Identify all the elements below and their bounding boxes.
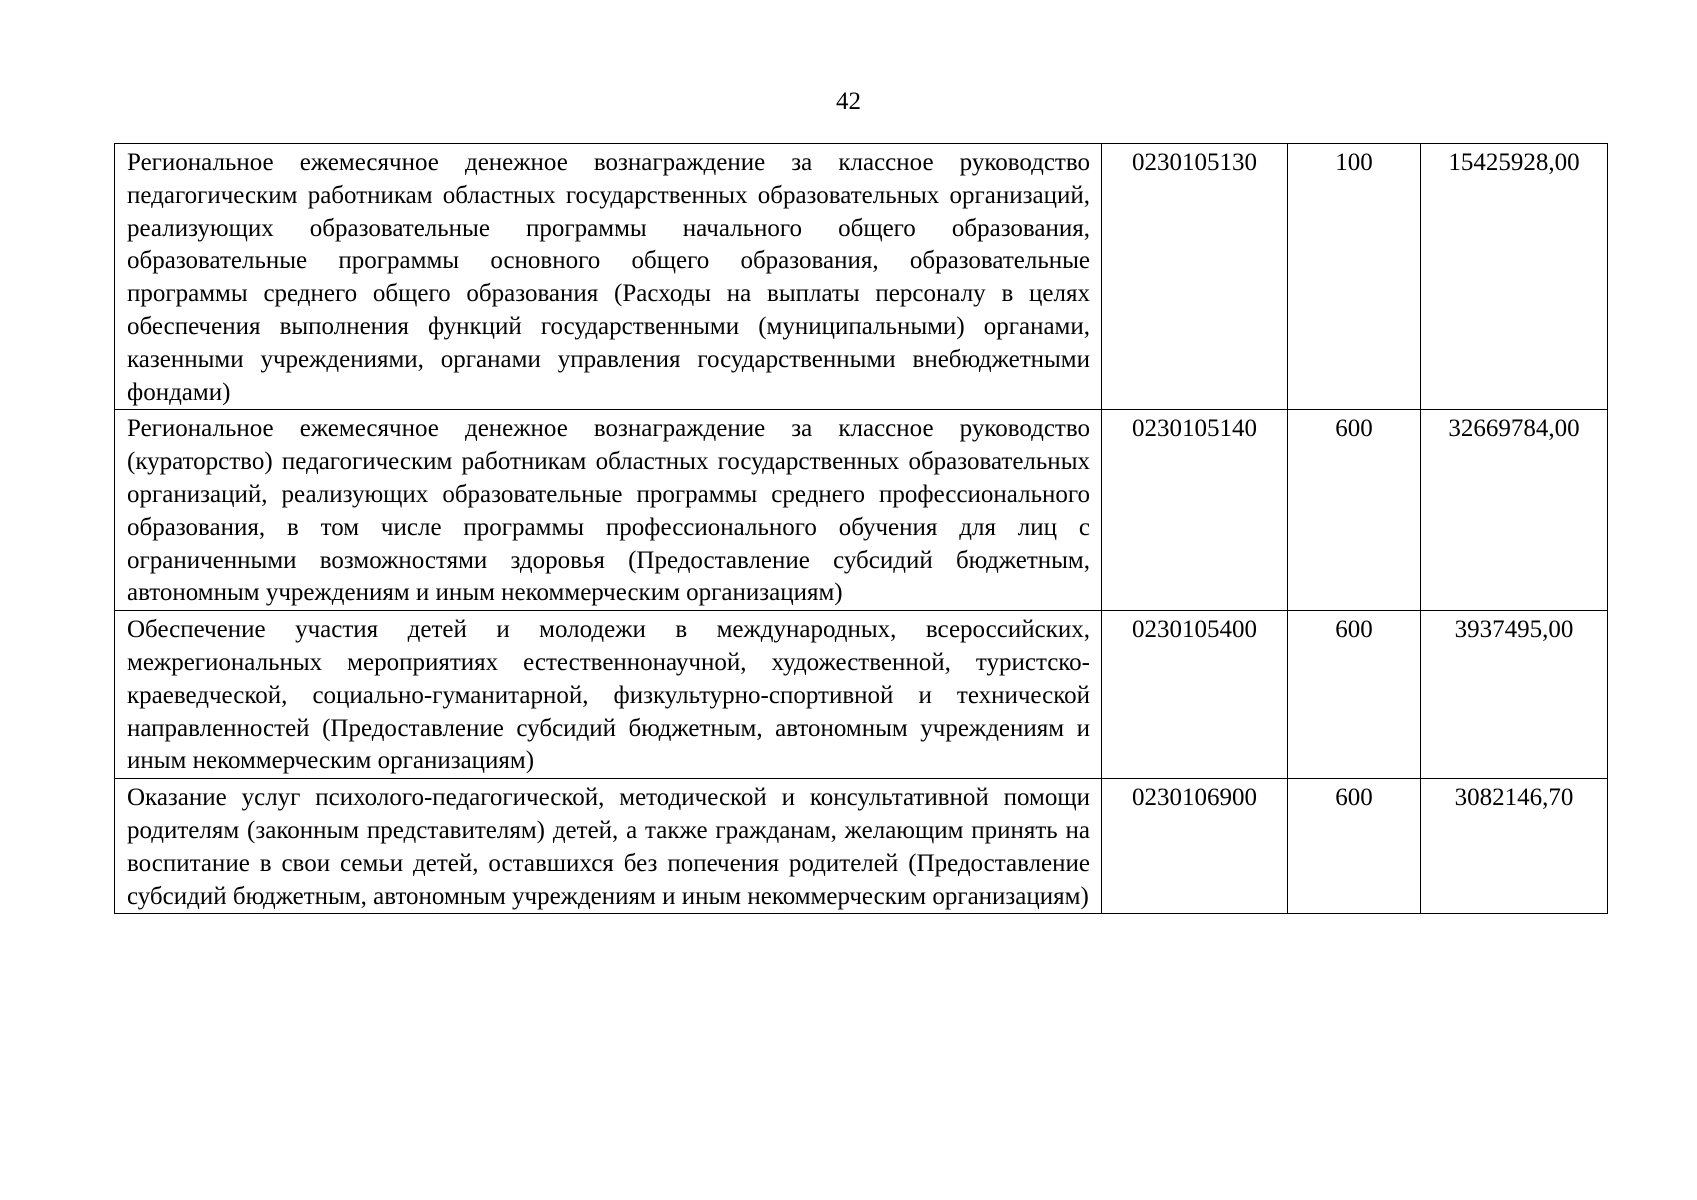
budget-table [114, 143, 1608, 914]
row-code: 0230105130 [1102, 144, 1288, 410]
row-expense-type: 600 [1288, 410, 1421, 611]
row-description: Региональное ежемесячное денежное вознаграждение за классное руководство педагогическим работникам областных государственных образовательных организаций, реализующих образовательные программы начального общего образования, образовательные программы основного общего образования, образовательные программы среднего общего образования (Расходы на выплаты персоналу в целях обеспечения выполнения функций государственными (муниципальными) органами, казенными учреждениями, органами управления государственными внебюджетными фондами) [115, 144, 1102, 410]
row-amount: 3937495,00 [1421, 611, 1608, 779]
table-row [115, 410, 1608, 611]
table-row [115, 144, 1608, 410]
row-amount: 15425928,00 [1421, 144, 1608, 410]
row-description: Обеспечение участия детей и молодежи в международных, всероссийских, межрегиональных мероприятиях естественнонаучной, художественной, туристско-краеведческой, социально-гуманитарной, физкультурно-спортивной и технической направленностей (Предоставление субсидий бюджетным, автономным учреждениям и иным некоммерческим организациям) [115, 611, 1102, 779]
row-amount: 3082146,70 [1421, 779, 1608, 914]
row-description: Оказание услуг психолого-педагогической, методической и консультативной помощи родителям (законным представителям) детей, а также гражданам, желающим принять на воспитание в свои семьи детей, оставшихся без попечения родителей (Предоставление субсидий бюджетным, автономным учреждениям и иным некоммерческим организациям) [115, 779, 1102, 914]
row-code: 0230106900 [1102, 779, 1288, 914]
page-number: 42 [836, 88, 861, 115]
row-code: 0230105140 [1102, 410, 1288, 611]
table-row [115, 611, 1608, 779]
row-expense-type: 600 [1288, 611, 1421, 779]
row-expense-type: 100 [1288, 144, 1421, 410]
row-description: Региональное ежемесячное денежное вознаграждение за классное руководство (кураторство) педагогическим работникам областных государственных образовательных организаций, реализующих образовательные программы среднего профессионального образования, в том числе программы профессионального обучения для лиц с ограниченными возможностями здоровья (Предоставление субсидий бюджетным, автономным учреждениям и иным некоммерческим организациям) [115, 410, 1102, 611]
table-row [115, 779, 1608, 914]
row-expense-type: 600 [1288, 779, 1421, 914]
row-code: 0230105400 [1102, 611, 1288, 779]
row-amount: 32669784,00 [1421, 410, 1608, 611]
